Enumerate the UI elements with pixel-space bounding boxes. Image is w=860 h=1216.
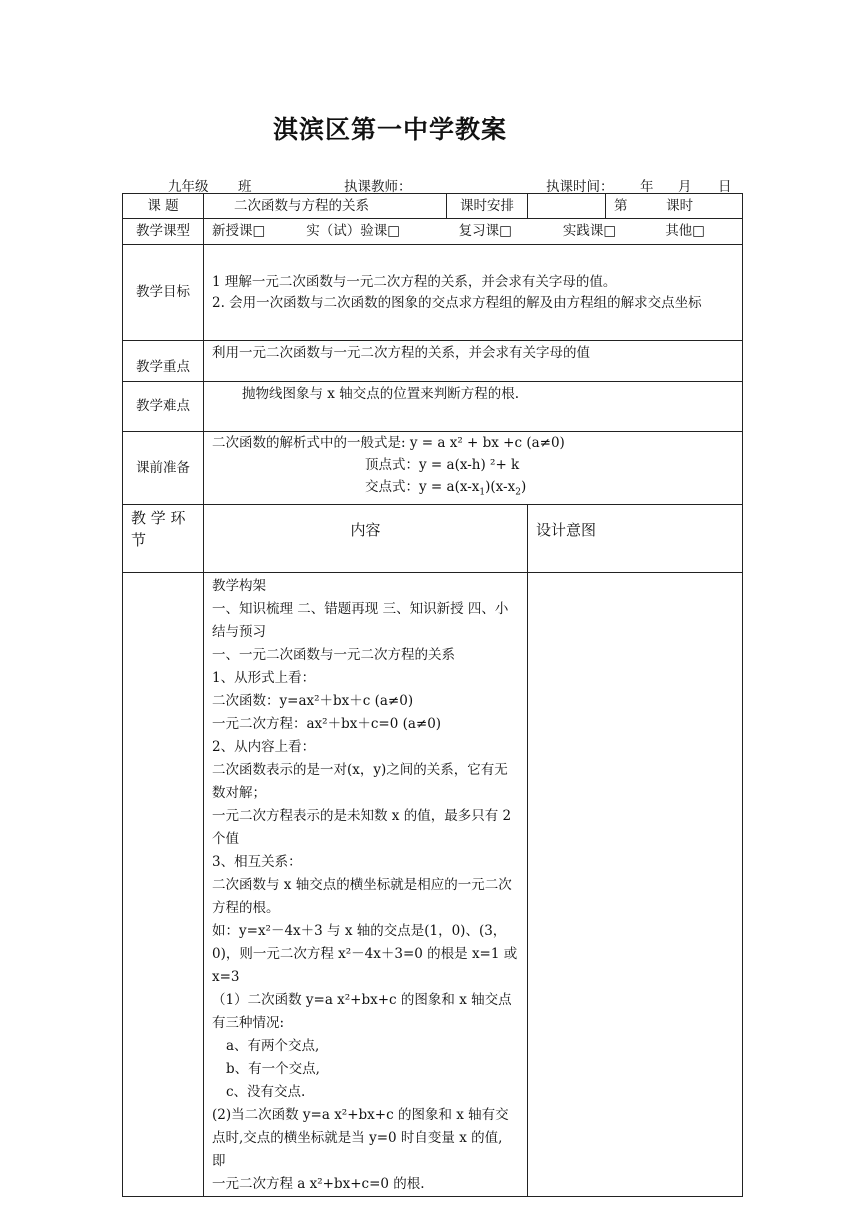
content-header: 内容	[204, 504, 528, 572]
content-line: c、没有交点.	[226, 1083, 306, 1100]
content-line: b、有一个交点,	[226, 1060, 320, 1077]
content-line: (2)当二次函数 y=a x²+bx+c 的图象和 x 轴有交点时,交点的横坐标就是当 y=0 时自变量 x 的值, 即	[212, 1106, 509, 1169]
key-point-value: 利用一元二次函数与一元二次方程的关系，并会求有关字母的值	[204, 341, 743, 382]
header-info-line	[122, 173, 742, 193]
schedule-value	[528, 194, 606, 219]
lesson-plan-table	[122, 193, 743, 1197]
option-other-lesson[interactable]: 其他□	[665, 223, 705, 240]
period-cell	[606, 194, 743, 219]
preparation-row	[123, 432, 743, 505]
goal-content	[204, 245, 743, 341]
period-prefix: 第	[614, 197, 628, 214]
schedule-label: 课时安排	[447, 194, 528, 219]
option-practice-lesson[interactable]: 实践课□	[562, 223, 617, 240]
stage-cell	[123, 572, 204, 1196]
grade-label: 九年级	[168, 179, 209, 195]
difficulty-label: 教学难点	[123, 382, 204, 432]
content-line: 一、知识梳理 二、错题再现 三、知识新授 四、小结与预习	[212, 600, 509, 640]
preparation-label: 课前准备	[123, 432, 204, 505]
content-line: 一元二次方程 a x²+bx+c=0 的根.	[212, 1175, 425, 1192]
goal-line-2: 2. 会用一次函数与二次函数的图象的交点求方程组的解及由方程组的解求交点坐标	[212, 294, 702, 311]
section-header-row	[123, 504, 743, 572]
content-line: 1、从形式上看：	[212, 669, 316, 686]
option-review-lesson[interactable]: 复习课□	[458, 223, 512, 240]
content-line: a、有两个交点,	[226, 1037, 320, 1054]
lesson-type-row	[123, 219, 743, 245]
key-point-label: 教学重点	[123, 341, 204, 382]
goal-row	[123, 245, 743, 341]
design-intent-cell	[528, 572, 743, 1196]
teacher-label: 执课教师：	[344, 179, 412, 195]
key-point-row	[123, 341, 743, 382]
lesson-type-label: 教学课型	[123, 219, 204, 245]
option-new-lesson[interactable]: 新授课□	[212, 223, 266, 240]
option-experiment-lesson[interactable]: 实（试）验课□	[306, 223, 401, 240]
month-label: 月	[678, 179, 692, 195]
topic-label: 课 题	[123, 194, 204, 219]
content-line: 3、相互关系：	[212, 853, 302, 870]
content-line: 一、一元二次函数与一元二次方程的关系	[212, 646, 455, 663]
difficulty-row	[123, 382, 743, 432]
time-label: 执课时间：	[546, 179, 614, 195]
preparation-content	[204, 432, 743, 505]
content-line: 如：y=x²－4x＋3 与 x 轴的交点是(1，0)、(3，0)，则一元二次方程 x²－4x＋3=0 的根是 x=1 或 x=3	[212, 922, 518, 985]
goal-line-1: 1 理解一元二次函数与一元二次方程的关系，并会求有关字母的值。	[212, 274, 617, 291]
intercept-form-line: 交点式：$y = a(x-x_1)(x-x_2)$	[365, 479, 527, 498]
content-line: （1）二次函数 y=a x²+bx+c 的图象和 x 轴交点有三种情况:	[212, 991, 512, 1031]
period-suffix: 课时	[666, 197, 694, 214]
class-label: 班	[238, 179, 252, 195]
lesson-type-options	[204, 219, 743, 245]
year-label: 年	[640, 179, 654, 195]
content-line: 一元二次方程表示的是未知数 x 的值，最多只有 2 个值	[212, 807, 512, 847]
stage-header: 教 学 环 节	[123, 504, 204, 572]
content-cell	[204, 572, 528, 1196]
design-intent-header: 设计意图	[528, 504, 743, 572]
content-line: 一元二次方程：ax²＋bx＋c=0 (a≠0)	[212, 715, 442, 732]
content-line: 二次函数与 x 轴交点的横坐标就是相应的一元二次方程的根。	[212, 876, 512, 916]
difficulty-value: 抛物线图象与 x 轴交点的位置来判断方程的根.	[204, 382, 743, 432]
content-line: 二次函数：y=ax²＋bx＋c (a≠0)	[212, 692, 414, 709]
content-line: 二次函数表示的是一对(x，y)之间的关系，它有无数对解；	[212, 761, 508, 801]
day-label: 日	[718, 179, 732, 195]
topic-value: 二次函数与方程的关系	[204, 194, 447, 219]
general-form-line: 二次函数的解析式中的一般式是: y = a x² + bx +c (a≠0)	[212, 435, 565, 451]
topic-row	[123, 194, 743, 219]
content-line: 教学构架	[212, 577, 266, 594]
content-body-row	[123, 572, 743, 1196]
content-line: 2、从内容上看：	[212, 738, 316, 755]
page-title: 淇滨区第一中学教案	[272, 115, 507, 144]
goal-label: 教学目标	[123, 245, 204, 341]
vertex-form-line: 顶点式：y = a(x-h) ²+ k	[365, 457, 520, 473]
